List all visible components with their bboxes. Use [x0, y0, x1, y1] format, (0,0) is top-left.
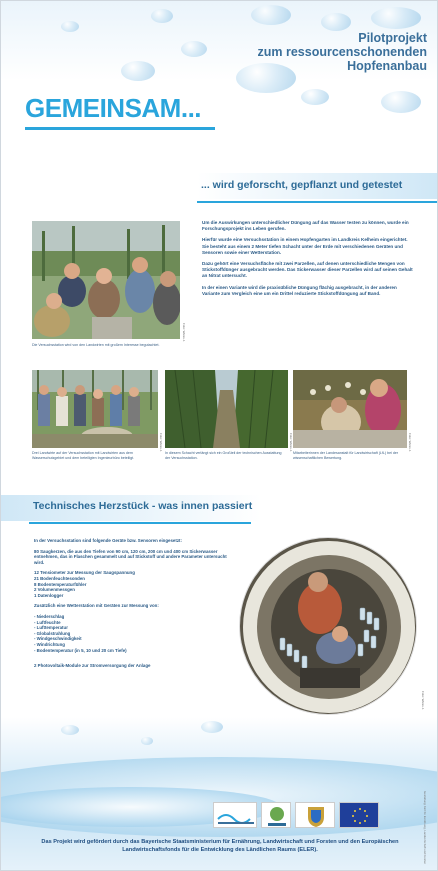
device-item: 2 Volumenmessgen — [34, 587, 75, 593]
title-line-3: Hopfenanbau — [347, 59, 427, 73]
water-drop — [61, 21, 79, 32]
title-line-2: zum ressourcenschonenden — [257, 45, 427, 59]
photo-caption: Mitarbeiterinnen der Landesanstalt für Landwirtschaft (LfL) bei der wissenschaftlichen Bewertung. — [293, 451, 399, 460]
weather-item: - Niederschlag — [34, 613, 65, 619]
section1-underline — [197, 201, 437, 203]
water-drop — [151, 9, 173, 23]
water-drop — [301, 89, 329, 105]
section2-underline — [29, 522, 251, 524]
weather-item: - Lufttemperatur — [34, 625, 68, 631]
section1-paragraph: Dazu gehört eine Versuchsfläche mit zwei Parzellen, auf denen unterschiedliche Mengen von Stickstoffdünger ausgebracht werden. Das Sickerwasser dieser Parzellen wird auf seinen Gehalt an Nitrat untersucht. — [202, 261, 413, 279]
photo-credit: Foto: Weiss J. — [289, 433, 293, 452]
water-drop — [381, 91, 421, 113]
photo-group-station — [32, 370, 158, 448]
water-drop — [61, 725, 79, 735]
photo-caption: Drei Landwirte auf der Versuchsstation mit Landwirten aus dem Wasserschutzgebiet und dem beteiligten Ingenieurbüro beteiligt. — [32, 451, 135, 460]
section2-heading: Technisches Herzstück - was innen passiert — [33, 500, 253, 512]
photo-farmers-station — [32, 221, 180, 339]
photo-credit: Foto: Weiss J. — [421, 691, 425, 710]
weather-item: - Luftfeuchte — [34, 619, 61, 625]
device-item: 12 Tensiometer zur Messung der Saugspannung — [34, 570, 135, 576]
water-drop — [201, 721, 223, 733]
leader-logo — [261, 802, 291, 828]
device-item: 21 Bodenfeuchtesonden — [34, 575, 85, 581]
photo-caption: In diesem Schacht verlängt sich ein Großteil der technischen Ausstattung der Versuchsstation. — [165, 451, 282, 460]
sponsor-logos — [213, 802, 379, 828]
motto-heading: GEMEINSAM... — [25, 93, 202, 123]
motto-underline — [25, 127, 215, 130]
section2-intro: In der Versuchsstation sind folgende Geräte bzw. Sensoren eingesetzt: — [34, 538, 182, 543]
section1-text — [202, 220, 414, 302]
section2-paragraph: 80 Saugkerzen, die aus den Tiefen von 90 cm, 120 cm, 200 cm und 400 cm Sickerwasser entnehmen, das in Flaschen gesammelt und auf Stickstoff und andere Parameter untersucht wird. — [34, 548, 227, 565]
device-item: 1 Datenlogger — [34, 592, 64, 598]
section1-paragraph: In der einen Variante wird die praxisübliche Düngung flächig ausgebracht, in der anderen Variante zum Vergleich eine um ein Drittel reduzierte Stickstoffdüngung auf Band. — [202, 284, 397, 296]
weather-item: - Windgeschwindigkeit — [34, 636, 82, 642]
weather-item: - Bodentemperatur (in 5, 10 und 20 cm Tiefe) — [34, 647, 127, 653]
photo-credit: Foto: Weiss J. — [408, 433, 412, 452]
title-line-1: Pilotprojekt — [358, 31, 427, 45]
photo-hop-field — [165, 370, 288, 448]
pv-item: 2 Photovoltaik-Module zur Stromversorgung der Anlage — [34, 663, 151, 669]
water-drop — [181, 41, 207, 57]
project-title — [258, 31, 428, 73]
design-credit: Gestaltung: Amt für Ernährung, Landwirtschaft und Forsten — [423, 791, 427, 865]
weather-item: - Globalstrahlung — [34, 630, 71, 636]
water-drop — [121, 61, 155, 81]
section1-paragraph: Um die Auswirkungen unterschiedlicher Düngung auf das Wasser testen zu können, wurde ein Forschungsprojekt ins Leben gerufen. — [202, 220, 409, 232]
device-item: 8 Bodentemperaturfühler — [34, 581, 87, 587]
section2-text — [34, 538, 234, 669]
section1-paragraph: Hierfür wurde eine Versuchsstation in einem Hopfengarten im Landkreis Kelheim eingerichtet. Sie besteht aus einem 2 Meter tiefen Schacht unter der Erde mit verschiedenen Geräten und Sensoren sowie einer Wetterstation. — [202, 237, 408, 255]
water-drop — [251, 5, 291, 25]
section1-heading: ... wird geforscht, gepflanzt und getestet — [201, 179, 403, 191]
photo-shaft-interior — [239, 537, 417, 715]
header-water-banner — [1, 1, 437, 146]
weather-item: - Windrichtung — [34, 641, 65, 647]
bavaria-coat-of-arms-logo — [295, 802, 335, 828]
weather-intro: Zusätzlich eine Wetterstation mit Geräten zur Messung von: — [34, 603, 159, 609]
water-drop — [321, 13, 351, 31]
water-management-logo — [213, 802, 257, 828]
photo-credit: Foto: Weiss J. — [182, 323, 186, 342]
eu-flag-logo — [339, 802, 379, 828]
water-drop — [371, 7, 421, 29]
funding-statement: Das Projekt wird gefördert durch das Bayerische Staatsministerium für Ernährung, Landwirtschaft und Forsten und den Europäischen Landwirtschaftsfonds für die Entwicklung des Ländlichen Raums (ELER). — [41, 839, 399, 853]
photo-caption: Die Versuchsstation wird von den Landwirten mit großem Interesse begutachtet. — [32, 343, 160, 347]
photo-credit: Foto: Weiss J. — [159, 433, 163, 452]
water-drop — [141, 737, 153, 745]
photo-lab-women — [293, 370, 407, 448]
